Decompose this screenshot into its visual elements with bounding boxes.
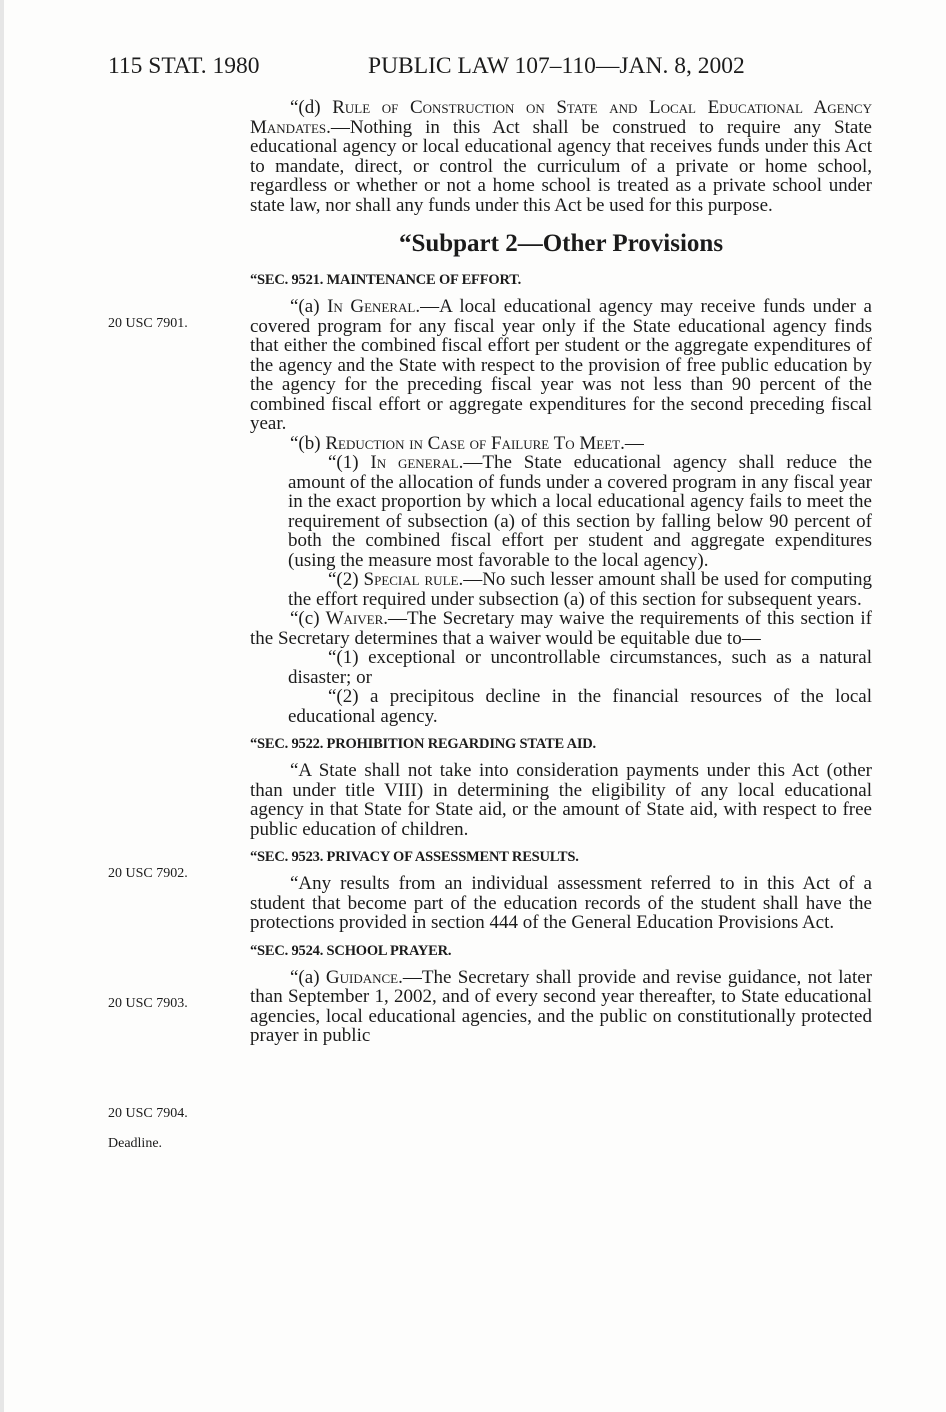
section-9522-text: “A State shall not take into consideration payments under this Act (other than under title VIII) in determining the eligibility of any local educational agency in that State for State aid, or the amount of State aid, with respect to free public education of children.: [250, 760, 872, 840]
section-9521-c: “(c) Waiver.—The Secretary may waive the requirements of this section if the Secretary determines that a waiver would be equitable due to—: [250, 608, 872, 649]
section-9521-b2: “(2) Special rule.—No such lesser amount shall be used for computing the effort required under subsection (a) of this section for subsequent years.: [288, 569, 872, 610]
section-9524-a: “(a) Guidance.—The Secretary shall provide and revise guidance, not later than September 1, 2002, and of every second year thereafter, to State educational agencies, local educational agencies, and the public on constitutionally protected prayer in public: [250, 966, 872, 1046]
section-9521-title: “SEC. 9521. MAINTENANCE OF EFFORT.: [250, 272, 522, 288]
page-edge-shadow: [0, 0, 4, 1412]
section-9521-c2: “(2) a precipitous decline in the financial resources of the local educational agency.: [288, 686, 872, 727]
public-law-running-head: PUBLIC LAW 107–110—JAN. 8, 2002: [368, 53, 745, 79]
subsection-heading: Reduction in Case of Failure To Meet.: [325, 432, 625, 454]
main-text: [250, 98, 872, 1046]
section-9524-title: “SEC. 9524. SCHOOL PRAYER.: [250, 942, 452, 959]
section-9522-title: “SEC. 9522. PROHIBITION REGARDING STATE AID.: [250, 736, 596, 752]
paragraph-heading: In general.: [370, 452, 464, 473]
margin-note-usc-7902: 20 USC 7902.: [108, 866, 188, 881]
subsection-heading: Rule of Construction on State and Local Educational Agency Mandates.: [250, 97, 872, 138]
section-9521-a: “(a) In General.—A local educational agency may receive funds under a covered program for any fiscal year only if the State educational agency finds that either the combined fiscal effort per student or the aggregate expenditures of the agency and the State with respect to the provision of free public education by the agency for the preceding fiscal year was not less than 90 percent of the combined fiscal effort or aggregate expenditures for the second preceding fiscal year.: [250, 296, 872, 434]
subsection-d-rule-of-construction: “(d) Rule of Construction on State and Local Educational Agency Mandates.—Nothing in this Act shall be construed to require any State educational agency or local educational agency that receives funds under this Act to mandate, direct, or control the curriculum of a private or home school, regardless or whether or not a home school is treated as a private school under state law, nor shall any funds under this Act be used for this purpose.: [250, 97, 872, 216]
margin-note-usc-7904: 20 USC 7904.: [108, 1106, 188, 1121]
margin-note-usc-7903: 20 USC 7903.: [108, 996, 188, 1011]
section-9521-b1: “(1) In general.—The State educational agency shall reduce the amount of the allocation of funds under a covered program in any fiscal year in the exact proportion by which a local educational agency fails to meet the requirement of subsection (a) of this section by falling below 90 percent of both the combined fiscal effort per student and aggregate expenditures (using the measure most favorable to the local agency).: [288, 452, 873, 571]
subsection-heading: In General.: [327, 296, 421, 317]
subsection-heading: Guidance.: [325, 966, 403, 988]
paragraph-heading: Special rule.: [363, 569, 464, 590]
section-9523-title: “SEC. 9523. PRIVACY OF ASSESSMENT RESULTS.: [250, 849, 579, 865]
margin-note-deadline: Deadline.: [108, 1136, 163, 1151]
statute-page-number: 115 STAT. 1980: [108, 53, 260, 79]
subsection-heading: Waiver.: [325, 608, 388, 629]
margin-note-usc-7901: 20 USC 7901.: [108, 316, 188, 331]
section-9521-b: “(b) Reduction in Case of Failure To Meet.—: [290, 432, 644, 454]
section-9521-c1: “(1) exceptional or uncontrollable circumstances, such as a natural disaster; or: [288, 647, 872, 688]
subpart-heading: “Subpart 2—Other Provisions: [398, 230, 724, 257]
section-9523-text: “Any results from an individual assessment referred to in this Act of a student that become part of the education records of the student shall have the protections provided in section 444 of the General Education Provisions Act.: [250, 873, 872, 933]
